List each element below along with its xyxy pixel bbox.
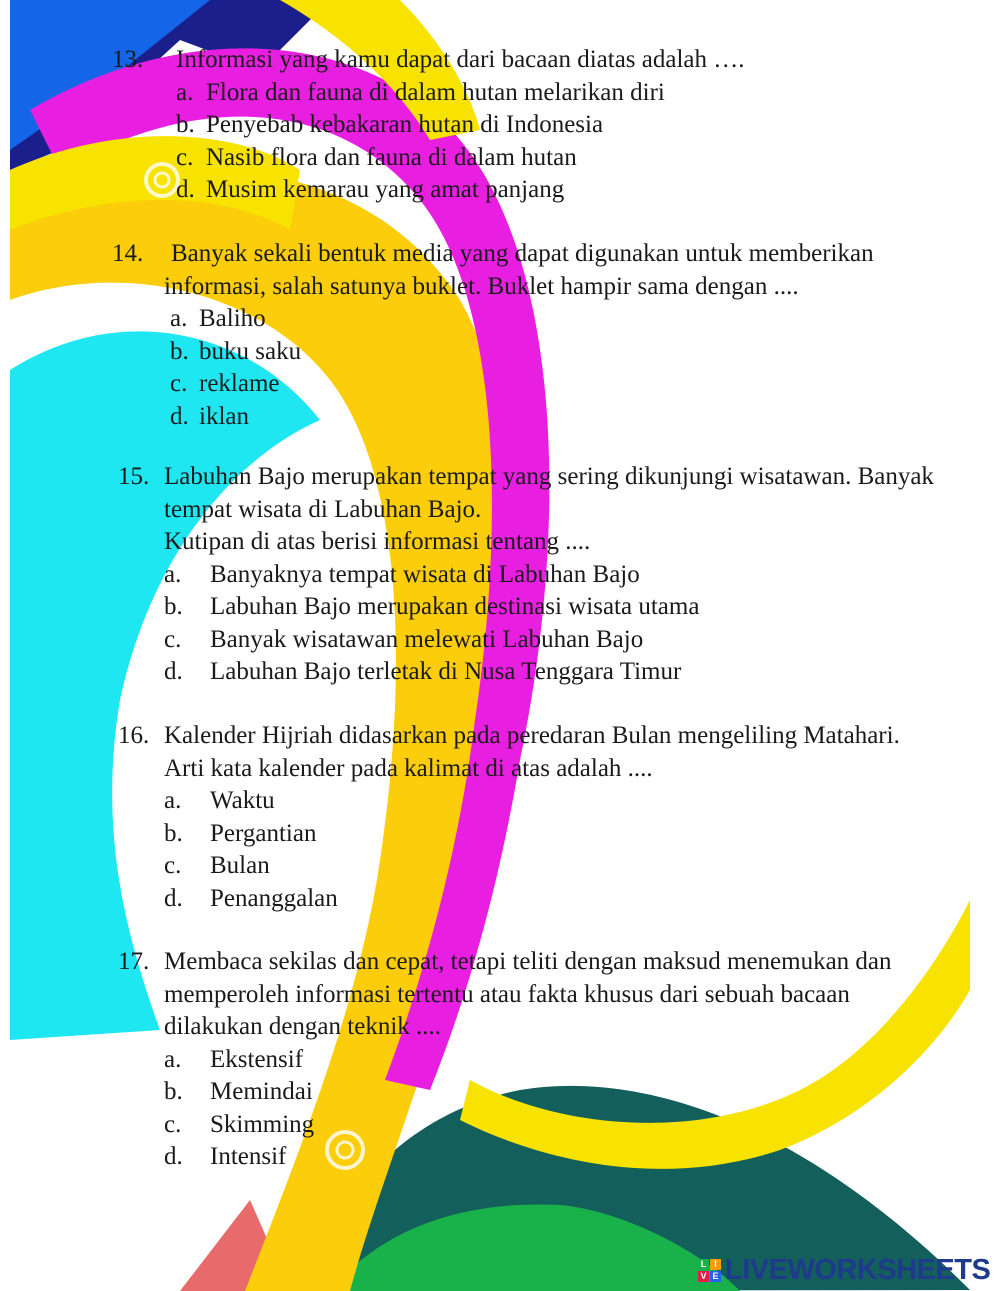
question-stem-text: Labuhan Bajo merupakan tempat yang sering dikunjungi wisatawan. Banyak [164, 463, 934, 490]
option-letter: c. [164, 852, 182, 879]
option-letter: c. [164, 625, 182, 653]
logo-letter: V [698, 1271, 709, 1282]
question-stem-line [0, 720, 1000, 753]
liveworksheets-logo[interactable] [698, 1253, 991, 1286]
option-text: Bulan [210, 852, 270, 879]
question-stem-line [0, 946, 1000, 979]
option-letter: a. [176, 78, 194, 106]
answer-option[interactable] [0, 142, 1000, 175]
answer-option[interactable] [0, 1141, 1000, 1174]
question-17 [0, 946, 1000, 1174]
option-letter: c. [176, 143, 194, 171]
question-stem-text: informasi, salah satunya buklet. Buklet hampir sama dengan .... [164, 272, 799, 300]
question-number: 16. [118, 722, 150, 749]
answer-option[interactable] [0, 109, 1000, 142]
logo-letter: L [698, 1259, 709, 1270]
question-stem-line [0, 979, 1000, 1012]
question-16 [0, 720, 1000, 915]
option-text: Pergantian [210, 819, 317, 847]
question-14 [0, 238, 1000, 433]
answer-option[interactable] [0, 1044, 1000, 1077]
question-stem-text: Arti kata kalender pada kalimat di atas adalah .... [164, 754, 653, 782]
answer-option[interactable] [0, 336, 1000, 369]
question-stem-text: memperoleh informasi tertentu atau fakta khusus dari sebuah bacaan [164, 980, 850, 1008]
answer-option[interactable] [0, 818, 1000, 851]
option-letter: b. [164, 593, 183, 620]
option-letter: d. [164, 884, 183, 912]
option-text: Banyaknya tempat wisata di Labuhan Bajo [210, 560, 640, 588]
option-text: Waktu [210, 787, 275, 814]
option-letter: c. [170, 370, 188, 397]
question-15 [0, 461, 1000, 689]
question-stem-text: Kutipan di atas berisi informasi tentang .... [164, 528, 591, 555]
question-number: 15. [118, 463, 150, 490]
option-text: Baliho [199, 305, 266, 332]
option-text: Penanggalan [210, 884, 338, 912]
option-text: reklame [199, 370, 280, 397]
answer-option[interactable] [0, 656, 1000, 689]
option-letter: d. [170, 402, 189, 430]
option-letter: b. [176, 111, 195, 138]
question-number: 14. [112, 240, 144, 267]
question-stem-text: dilakukan dengan teknik .... [164, 1013, 442, 1040]
logo-letter: E [710, 1271, 721, 1282]
option-letter: d. [164, 658, 183, 685]
option-text: Labuhan Bajo terletak di Nusa Tenggara Timur [210, 658, 682, 685]
option-text: Labuhan Bajo merupakan destinasi wisata utama [210, 593, 700, 620]
option-text: Flora dan fauna di dalam hutan melarikan diri [206, 78, 665, 106]
answer-option[interactable] [0, 850, 1000, 883]
question-13 [0, 44, 1000, 207]
option-text: Musim kemarau yang amat panjang [206, 176, 565, 203]
option-text: Intensif [210, 1143, 287, 1170]
option-letter: d. [176, 176, 195, 203]
answer-option[interactable] [0, 785, 1000, 818]
question-stem-line [0, 271, 1000, 304]
option-text: Nasib flora dan fauna di dalam hutan [206, 143, 577, 171]
answer-option[interactable] [0, 368, 1000, 401]
answer-option[interactable] [0, 883, 1000, 916]
answer-option[interactable] [0, 559, 1000, 592]
option-letter: c. [164, 1110, 182, 1138]
option-text: Banyak wisatawan melewati Labuhan Bajo [210, 625, 644, 653]
option-letter: d. [164, 1143, 183, 1170]
answer-option[interactable] [0, 1109, 1000, 1142]
option-text: iklan [199, 402, 249, 430]
logo-mark [698, 1259, 721, 1282]
question-stem-line [0, 753, 1000, 786]
question-number: 13. [112, 46, 144, 73]
answer-option[interactable] [0, 303, 1000, 336]
option-letter: a. [164, 787, 182, 814]
question-stem-text: Kalender Hijriah didasarkan pada peredaran Bulan mengeliling Matahari. [164, 722, 900, 749]
option-letter: a. [170, 305, 188, 332]
answer-option[interactable] [0, 591, 1000, 624]
question-stem-line [0, 238, 1000, 271]
option-letter: a. [164, 560, 182, 588]
question-stem-line [0, 44, 1000, 77]
answer-option[interactable] [0, 401, 1000, 434]
question-stem-text: Membaca sekilas dan cepat, tetapi teliti dengan maksud menemukan dan [164, 948, 892, 975]
answer-option[interactable] [0, 624, 1000, 657]
logo-letter: I [710, 1259, 721, 1270]
option-letter: b. [164, 1078, 183, 1105]
question-stem-text: Banyak sekali bentuk media yang dapat digunakan untuk memberikan [171, 240, 874, 267]
option-text: Ekstensif [210, 1045, 304, 1073]
answer-option[interactable] [0, 174, 1000, 207]
question-stem-text: tempat wisata di Labuhan Bajo. [164, 495, 482, 523]
question-stem-line [0, 461, 1000, 494]
option-text: buku saku [199, 337, 302, 365]
question-stem-text: Informasi yang kamu dapat dari bacaan diatas adalah …. [176, 46, 745, 73]
answer-option[interactable] [0, 77, 1000, 110]
option-text: Penyebab kebakaran hutan di Indonesia [206, 111, 604, 138]
answer-option[interactable] [0, 1076, 1000, 1109]
question-stem-line [0, 494, 1000, 527]
option-text: Memindai [210, 1078, 313, 1105]
option-letter: b. [170, 337, 189, 365]
question-stem-line [0, 526, 1000, 559]
question-stem-line [0, 1011, 1000, 1044]
option-letter: b. [164, 819, 183, 847]
option-text: Skimming [210, 1110, 315, 1138]
question-number: 17. [118, 948, 150, 975]
option-letter: a. [164, 1045, 182, 1073]
logo-text: LIVEWORKSHEETS [725, 1253, 991, 1286]
